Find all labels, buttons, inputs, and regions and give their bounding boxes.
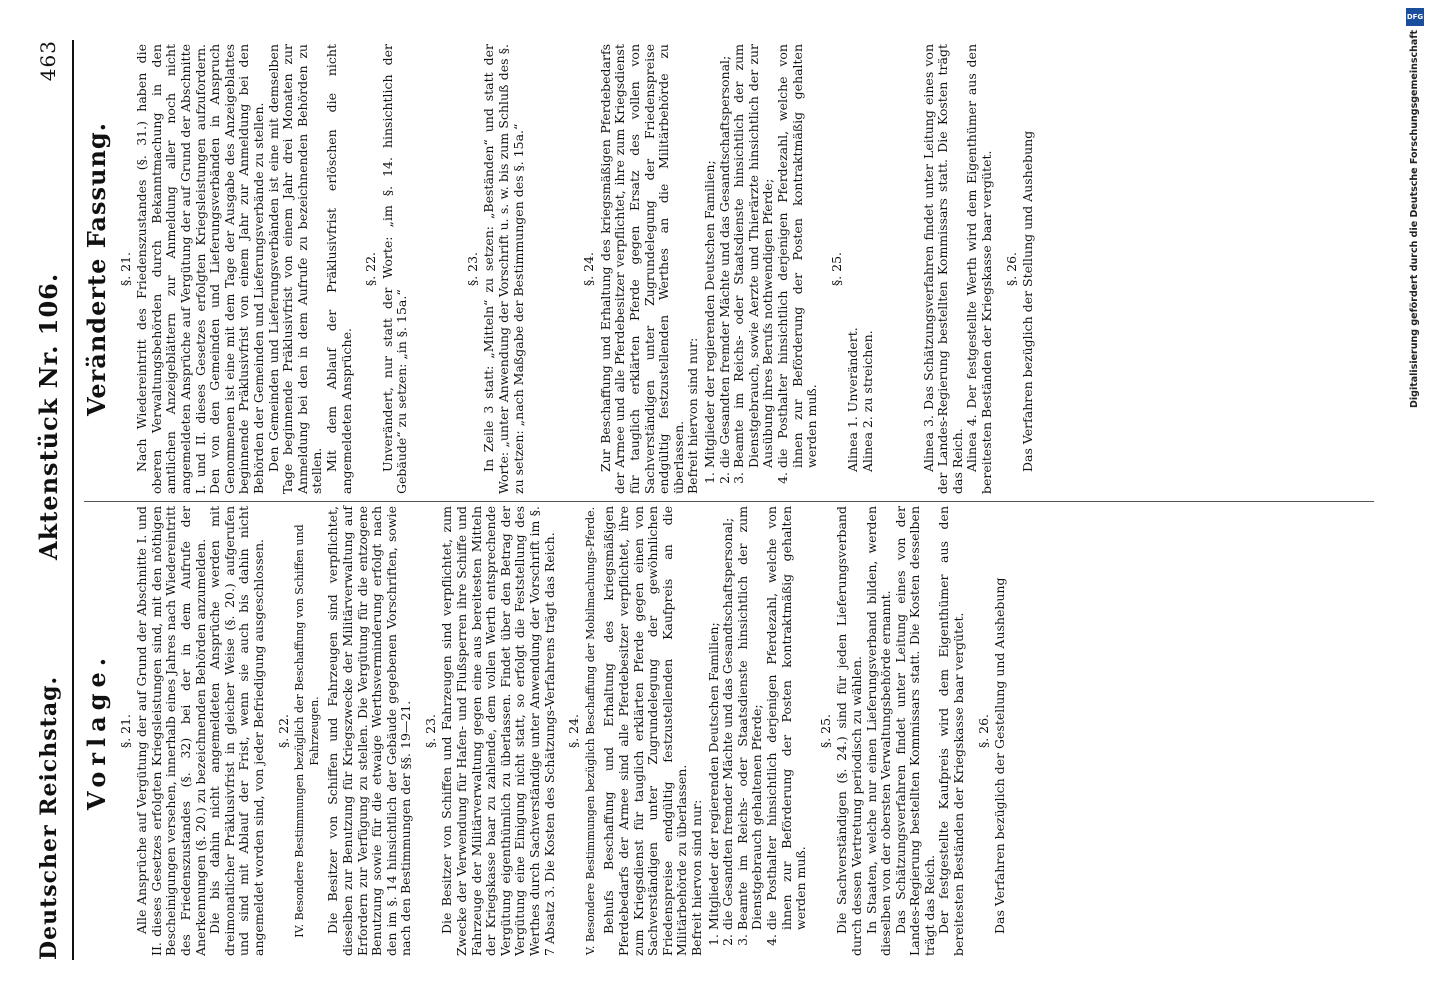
right-column-heading: Veränderte Fassung. [82,121,111,417]
paragraph: Den Gemeinden und Lieferungsverbänden ist eine mit demselben Tage beginnende Präklusivfrist von einem Jahr drei Monaten zur Anmeldung bei den in dem Aufrufe zu bezeichnenden Behörden zu stellen. [265,44,325,494]
paragraph: Das Verfahren bezüglich der Gestellung und Aushebung [992,577,1008,934]
left-column-heading: Vorlage. [82,651,111,811]
paragraph: Die bis dahin nicht angemeldeten Ansprüche werden mit dreimonatlicher Präklusivfrist in gleicher Weise (§. 20.) aufgerufen und sind mit Ablauf der Frist, wenn sie auch bis dahin nicht angemeldet worden sind, von jeder Befriedigung ausgeschlossen. [207,506,266,956]
section-number: §. 22. [275,713,291,749]
paragraph: Das Verfahren bezüglich der Stellung und Aushebung [1020,130,1036,472]
list-item: 1. Mitglieder der regierenden Deutschen Familien; [707,506,722,930]
paragraph: Zur Beschaffung und Erhaltung des kriegsmäßigen Pferdebedarfs der Armee und alle Pferdebesitzer verpflichtet, ihre zum Kriegsdienst für tauglich erklärten Pferde gegen Ersatz des vollen von Sachverständigen unter Zugrundelegung der Friedenspreise endgültig festzustellenden Werthes an die Militärbehörde zu überlassen. [597,44,686,494]
list-item: 1. Mitglieder der regierenden Deutschen Familien; [703,44,718,468]
dfg-logo-icon: DFG [1406,8,1424,26]
section-number: §. 25. [817,713,833,749]
section-number: §. 22. [363,251,379,287]
paragraph: Alle Ansprüche auf Vergütung der auf Grund der Abschnitte I. und II. dieses Gesetzes erfolgten Kriegsleistungen sind, mit den nöthigen Bescheinigungen versehen, innerhalb eines Jahres nach Wiedereintritt des Friedenszustandes (§. 32) bei der in dem Aufrufe der Anerkennungen (§. 20.) zu bezeichnenden Behörden anzumelden. [134,506,208,956]
header-middle: Aktenstück Nr. 106. [34,272,63,560]
column-divider [84,501,1374,502]
paragraph: In Zeile 3 statt: „Mitteln“ zu setzen: „Beständen“ und statt der Worte: „unter Anwendung der Vorschrift u. s. w. bis zum Schluß des §. zu setzen: „nach Maßgabe der Bestimmungen des §. 15a.“ [481,44,526,494]
section-subtitle: V. Besondere Bestimmungen bezüglich Beschaffung der Mobilmachungs-Pferde. [583,506,597,956]
section-number: §. 24. [566,713,582,749]
paragraph: Der festgestellte Kaufpreis wird dem Eigenthümer aus den bereitesten Beständen der Kriegskasse baar vergütet. [936,506,967,956]
right-column [84,44,1036,494]
section-number: §. 26. [975,713,991,749]
list-item: 4. die Posthalter hinsichtlich derjenigen Pferdezahl, welche von ihnen zur Beförderung der Posten kontraktmäßig gehalten werden muß. [776,44,820,468]
section-number: §. 26. [1003,251,1019,287]
paragraph: Unverändert, nur statt der Worte: „im §. 14. hinsichtlich der Gebäude“ zu setzen: „in §. 15a.“ [379,44,410,494]
section-number: §. 24. [581,251,597,287]
paragraph: Alinea 4. Der festgestellte Werth wird dem Eigenthümer aus den bereitesten Beständen der Kriegskasse baar vergütet. [964,44,994,494]
list-item: 2. die Gesandten fremder Mächte und das Gesandtschaftspersonal; [721,506,736,930]
running-header [28,40,72,960]
section-number: §. 23. [464,251,480,287]
paragraph: In Staaten, welche nur einen Lieferungsverband bilden, werden dieselben von der obersten Verwaltungsbehörde ernannt. [863,506,894,956]
section-subtitle: IV. Besondere Bestimmungen bezüglich der Beschaffung von Schiffen und Fahrzeugen. [293,524,321,938]
paragraph: Mit dem Ablauf der Präklusivfrist erlöschen die nicht angemeldeten Ansprüche. [323,44,354,494]
paragraph: Befreit hiervon sind nur: [688,799,704,956]
paragraph: Die Besitzer von Schiffen und Fahrzeugen sind verpflichtet, dieselben zur Benutzung für Kriegszwecke der Militärverwaltung auf Erfordern zur Verfügung zu stellen. Die Vergütung für die entzogene Benutzung sowie für die etwaige Werthsverminderung erfolgt nach den im §. 14 hinsichtlich der Gebäude gegebenen Vorschriften, sowie nach den Bestimmungen der §§. 19—21. [325,506,414,956]
left-column [84,506,1008,956]
header-left: Deutscher Reichstag. [36,675,62,960]
page-number: 463 [36,40,60,82]
list-item: 3. Beamte im Reichs- oder Staatsdienste hinsichtlich der zum Dienstgebrauch gehaltenen Pferde; [736,506,765,930]
digitization-credit: Digitalisierung gefördert durch die Deutsche Forschungsgemeinschaft [1409,30,1420,408]
paragraph: Das Schätzungsverfahren findet unter Leitung eines von der Landes-Regierung bestellten Kommissars statt. Die Kosten desselben trägt das Reich. [892,506,937,956]
paragraph: Die Besitzer von Schiffen und Fahrzeugen sind verpflichtet, zum Zwecke der Verwendung für Hafen- und Flußsperren ihre Schiffe und Fahrzeuge der Militärverwaltung gegen eine aus bereitesten Mitteln der Kriegskasse baar zu zahlende, dem vollen Werth entsprechende Vergütung eigenthümlich zu überlassen. Findet über den Betrag der Vergütung eine Einigung nicht statt, so erfolgt die Feststellung des Werthes durch Sachverständige unter Anwendung der Vorschrift im §. 7 Absatz 3. Die Kosten des Schätzungs-Verfahrens trägt das Reich. [439,506,557,956]
header-rule [72,40,74,960]
paragraph: Behufs Beschaffung und Erhaltung des kriegsmäßigen Pferdebedarfs der Armee sind alle Pferdebesitzer verpflichtet, ihre zum Kriegsdienst für tauglich erklärten Pferde gegen einen von Sachverständigen unter Zugrundelegung der gewöhnlichen Friedenspreise endgültig festzustellenden Kaufpreis an die Militärbehörde zu überlassen. [601,506,690,956]
list-item: 4. die Posthalter hinsichtlich derjenigen Pferdezahl, welche von ihnen zur Beförderung der Posten kontraktmäßig gehalten werden muß. [765,506,809,930]
exemption-list [703,44,820,494]
paragraph: Alinea 3. Das Schätzungsverfahren findet unter Leitung eines von der Landes-Regierung bestellten Kommissars statt. Die Kosten trägt das Reich. [920,44,965,494]
digitization-sidebar [1400,0,1432,1000]
exemption-list [707,506,809,956]
list-item: 3. Beamte im Reichs- oder Staatsdienste hinsichtlich der zum Dienstgebrauch, sowie Aerzte und Thierärzte hinsichtlich der zur Ausübung ihres Berufs nothwendigen Pferde; [732,44,776,468]
section-number: §. 21. [117,713,133,749]
paragraph: Alinea 1. Unverändert. [845,327,861,472]
paragraph: Befreit hiervon sind nur: [685,337,701,494]
section-number: §. 23. [422,713,438,749]
paragraph: Die Sachverständigen (§. 24.) sind für jeden Lieferungsverband durch dessen Vertretung periodisch zu wählen. [834,506,864,956]
section-number: §. 21. [117,251,133,287]
section-number: §. 25. [828,251,844,287]
paragraph: Nach Wiedereintritt des Friedenszustandes (§. 31.) haben die oberen Verwaltungsbehörden durch Bekanntmachung in den amtlichen Anzeigeblättern zur Anmeldung aller noch nicht angemeldeten Ansprüche auf Vergütung der auf Grund der Abschnitte I. und II. dieses Gesetzes erfolgten Kriegsleistungen aufzufordern. Den von den Gemeinden und Lieferungsverbänden in Anspruch Genommenen ist eine mit dem Tage der Ausgabe des Anzeigeblattes beginnende Präklusivfrist von einem Jahr zur Anmeldung bei den Behörden der Gemeinden und Lieferungsverbände zu stellen. [134,44,266,494]
list-item: 2. die Gesandten fremder Mächte und das Gesandtschaftspersonal; [718,44,733,468]
paragraph: Alinea 2. zu streichen. [859,330,875,472]
